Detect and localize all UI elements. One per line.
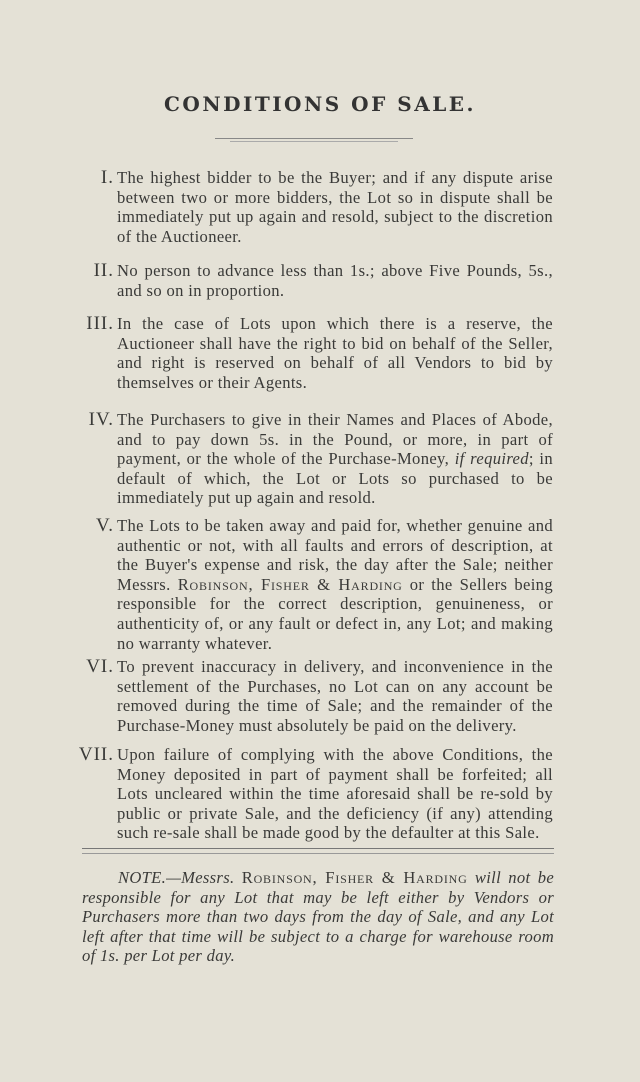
clause-number: II. (93, 260, 114, 281)
title-rule (215, 138, 413, 139)
clause-number: III. (86, 313, 114, 334)
clause-text-end: or the Sellers being responsible for the correct description, genuineness, or authenticity of, or any fault or defect in, any Lot; and making no warranty whatever. (117, 574, 553, 653)
title-rule-lower (230, 141, 398, 142)
clause-number: VII. (78, 744, 114, 765)
clause-emphasis: if required (454, 449, 529, 469)
clause-text (117, 516, 553, 653)
clause-text (117, 410, 553, 508)
clause-number: IV. (88, 409, 114, 430)
note-text: will not be responsible for any Lot that may be left either by Vendors or Purchasers more than two days from the day of Sale, and any Lot left after that time will be subject to a charge for warehouse room of 1s. per Lot per day. (82, 868, 554, 965)
clause-text: To prevent inaccuracy in delivery, and inconvenience in the settlement of the Purchases, no Lot can on any account be removed during the time of Sale; and the remainder of the Purchase-Money must absolutely be paid on the delivery. (117, 657, 553, 735)
clause-number: VI. (86, 656, 114, 677)
note-lead: NOTE. (118, 868, 167, 887)
clause-text-start: The Purchasers to give in their Names and Places of Abode, and to pay down 5s. in the Pound, or more, in part of payment, or the whole of the Purchase-Money, (117, 410, 553, 469)
firm-name: Robinson, Fisher & Harding (177, 574, 403, 594)
footnote (82, 868, 554, 966)
clause-number: I. (100, 167, 114, 188)
firm-name: Robinson, Fisher & Harding (241, 868, 468, 887)
clause-text: Upon failure of complying with the above Conditions, the Money deposited in part of payment shall be forfeited; all Lots uncleared within the time aforesaid shall be re-sold by public or private Sale, and the deficiency (if any) attending such re-sale shall be made good by the defaulter at this Sale. (117, 745, 553, 843)
clause-text: In the case of Lots upon which there is a reserve, the Auctioneer shall have the right to bid on behalf of the Seller, and right is reserved on behalf of all Vendors to bid by themselves or their Agents. (117, 314, 553, 392)
clause-text-end: ; in default of which, the Lot or Lots so purchased to be immediately put up again and resold. (117, 449, 553, 508)
note-separator (82, 848, 554, 849)
clause-text-start: The Lots to be taken away and paid for, whether genuine and authentic or not, with all faults and errors of description, at the Buyer's expense and risk, the day after the Sale; neither Messrs. (117, 516, 553, 594)
clause-number: V. (95, 515, 114, 536)
page-title: CONDITIONS OF SALE. (164, 92, 476, 116)
note-dash: —Messrs. (166, 868, 242, 887)
note-separator-lower (82, 853, 554, 854)
clause-text: No person to advance less than 1s.; above Five Pounds, 5s., and so on in proportion. (117, 261, 553, 300)
clause-text: The highest bidder to be the Buyer; and if any dispute arise between two or more bidders, the Lot so in dispute shall be immediately put up again and resold, subject to the discretion of the Auctioneer. (117, 168, 553, 246)
